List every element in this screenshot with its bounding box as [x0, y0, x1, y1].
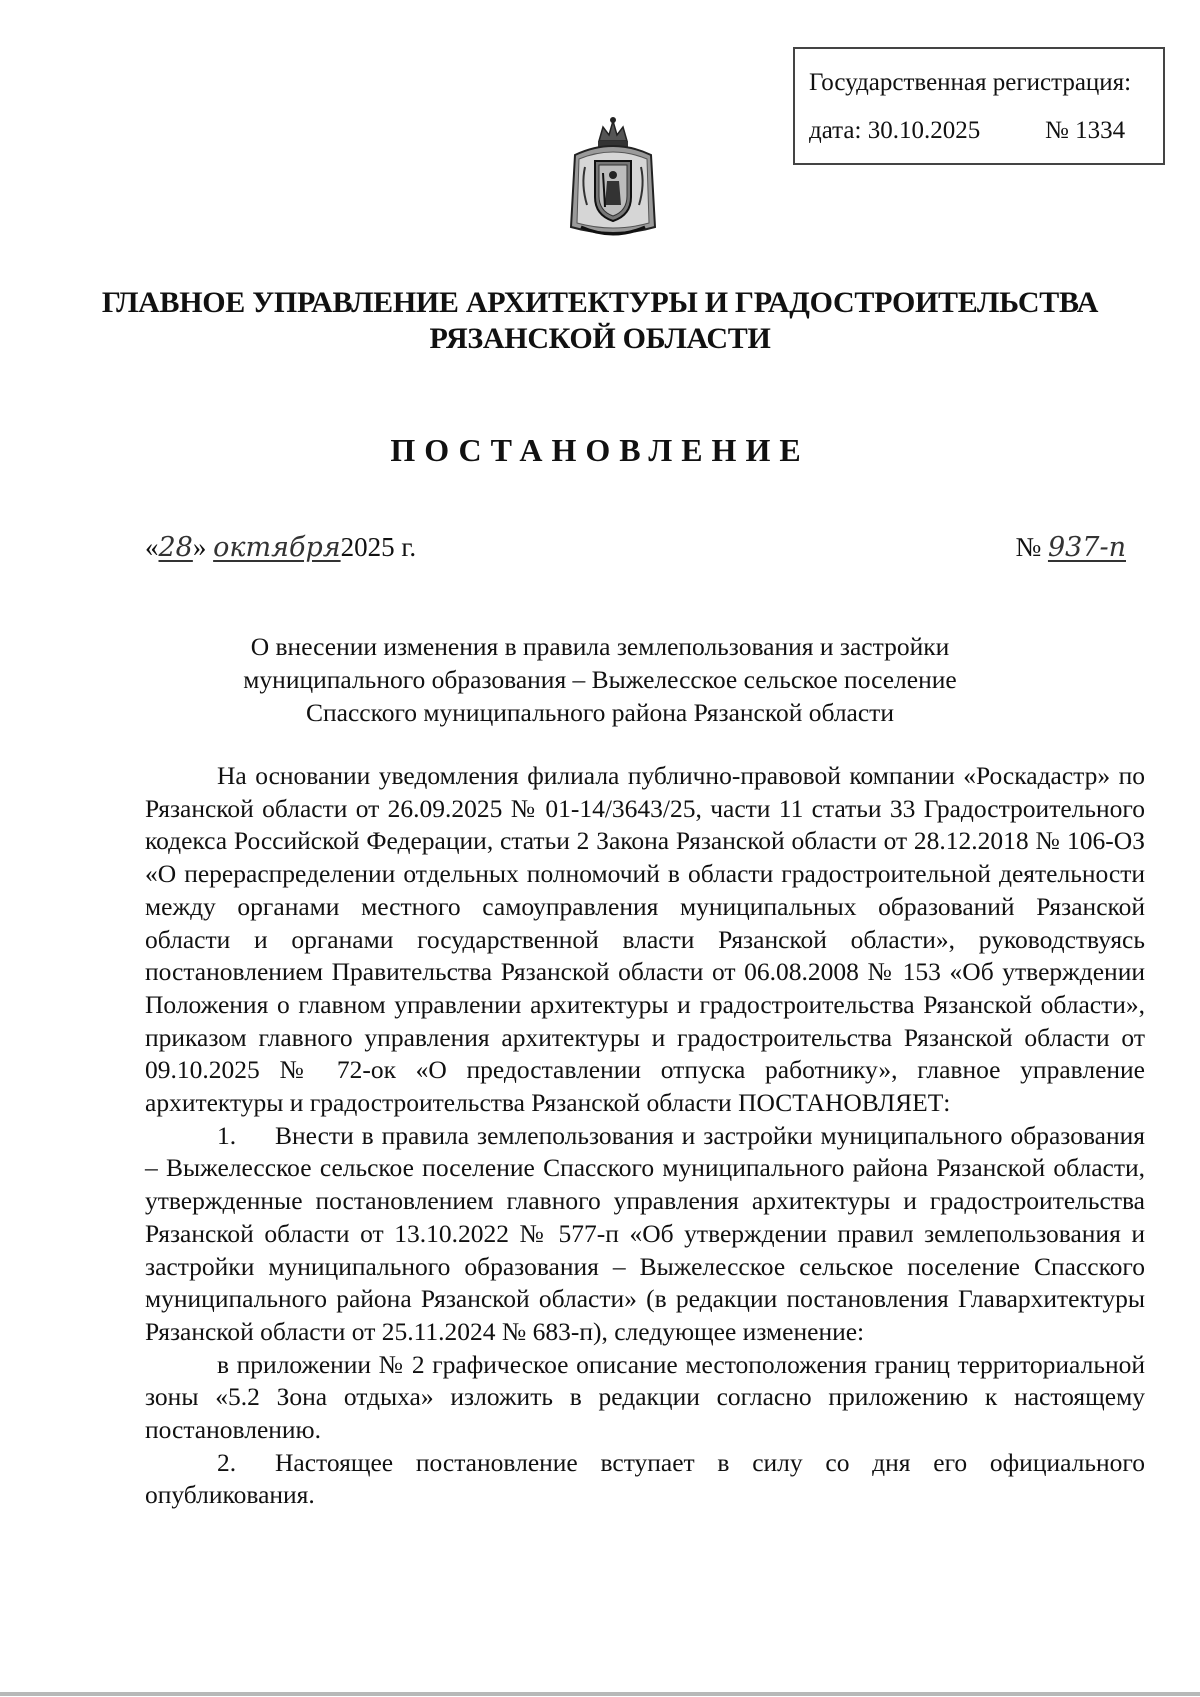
registration-stamp: [793, 47, 1165, 165]
registration-date: дата: 30.10.2025: [809, 117, 981, 144]
document-date: [145, 532, 416, 563]
document-type-title: ПОСТАНОВЛЕНИЕ: [390, 432, 810, 468]
registration-title: Государственная регистрация:: [809, 69, 1132, 96]
subject-line: Спасского муниципального района Рязанской области: [306, 698, 894, 727]
document-number: [1015, 532, 1126, 563]
page-bottom-edge: [0, 1692, 1200, 1696]
item-1-number: 1.: [217, 1120, 237, 1150]
subject-line: муниципального образования – Выжелесское сельское поселение: [243, 665, 957, 694]
item-2-paragraph: [145, 1447, 1145, 1512]
preamble-paragraph: На основании уведомления филиала публично-правовой компании «Роскадастр» по Рязанской области от 26.09.2025 № 01-14/3643/25, части 11 статьи 33 Градостроительного кодекса Российской Федерации, статьи 2 Закона Рязанской области от 28.12.2018 № 106-ОЗ «О перераспределении отдельных полномочий в области градостроительной деятельности между органами местного самоуправления муниципальных образований Рязанской области и органами государственной власти Рязанской области», руководствуясь постановлением Правительства Рязанской области от 06.08.2008 № 153 «Об утверждении Положения о главном управлении архитектуры и градостроительства Рязанской области», приказом главного управления архитектуры и градостроительства Рязанской области от 09.10.2025 № 72-ок «О предоставлении отпуска работнику», главное управление архитектуры и градостроительства Рязанской области ПОСТАНОВЛЯЕТ:: [145, 761, 1145, 1118]
document-body: [145, 760, 1145, 1512]
organization-name-line1: ГЛАВНОЕ УПРАВЛЕНИЕ АРХИТЕКТУРЫ И ГРАДОСТРОИТЕЛЬСТВА: [101, 286, 1099, 319]
ryazan-coat-of-arms-icon: [565, 115, 661, 243]
subject-line: О внесении изменения в правила землепользования и застройки: [250, 632, 950, 661]
date-year: 2025 г.: [340, 532, 417, 562]
item-2-number: 2.: [217, 1447, 237, 1477]
number-value: 937-п: [1047, 532, 1126, 563]
item-1-text: Внести в правила землепользования и застройки муниципального образования – Выжелесское сельское поселение Спасского муниципального района Рязанской области, утвержденные постановлением главного управления архитектуры и градостроительства Рязанской области от 13.10.2022 № 577-п «Об утверждении правил землепользования и застройки муниципального образования – Выжелесское сельское поселение Спасского муниципального района Рязанской области» (в редакции постановления Главархитектуры Рязанской области от 25.11.2024 № 683-п), следующее изменение:: [145, 1120, 1145, 1346]
item-1-subparagraph: в приложении № 2 графическое описание местоположения границ территориальной зоны «5.2 Зона отдыха» изложить в редакции согласно приложению к настоящему постановлению.: [145, 1349, 1145, 1445]
document-subject: [0, 630, 1200, 729]
registration-number: № 1334: [1045, 117, 1126, 144]
number-prefix: №: [1015, 532, 1042, 562]
date-open-quote: «: [145, 532, 159, 562]
date-close-quote: »: [192, 532, 207, 562]
item-1-paragraph: [145, 1120, 1145, 1349]
item-2-text: Настоящее постановление вступает в силу со дня его официального опубликования.: [145, 1447, 1145, 1510]
organization-name-line2: РЯЗАНСКОЙ ОБЛАСТИ: [429, 322, 771, 355]
date-day: 28: [158, 532, 193, 563]
date-month: октября: [213, 532, 341, 563]
